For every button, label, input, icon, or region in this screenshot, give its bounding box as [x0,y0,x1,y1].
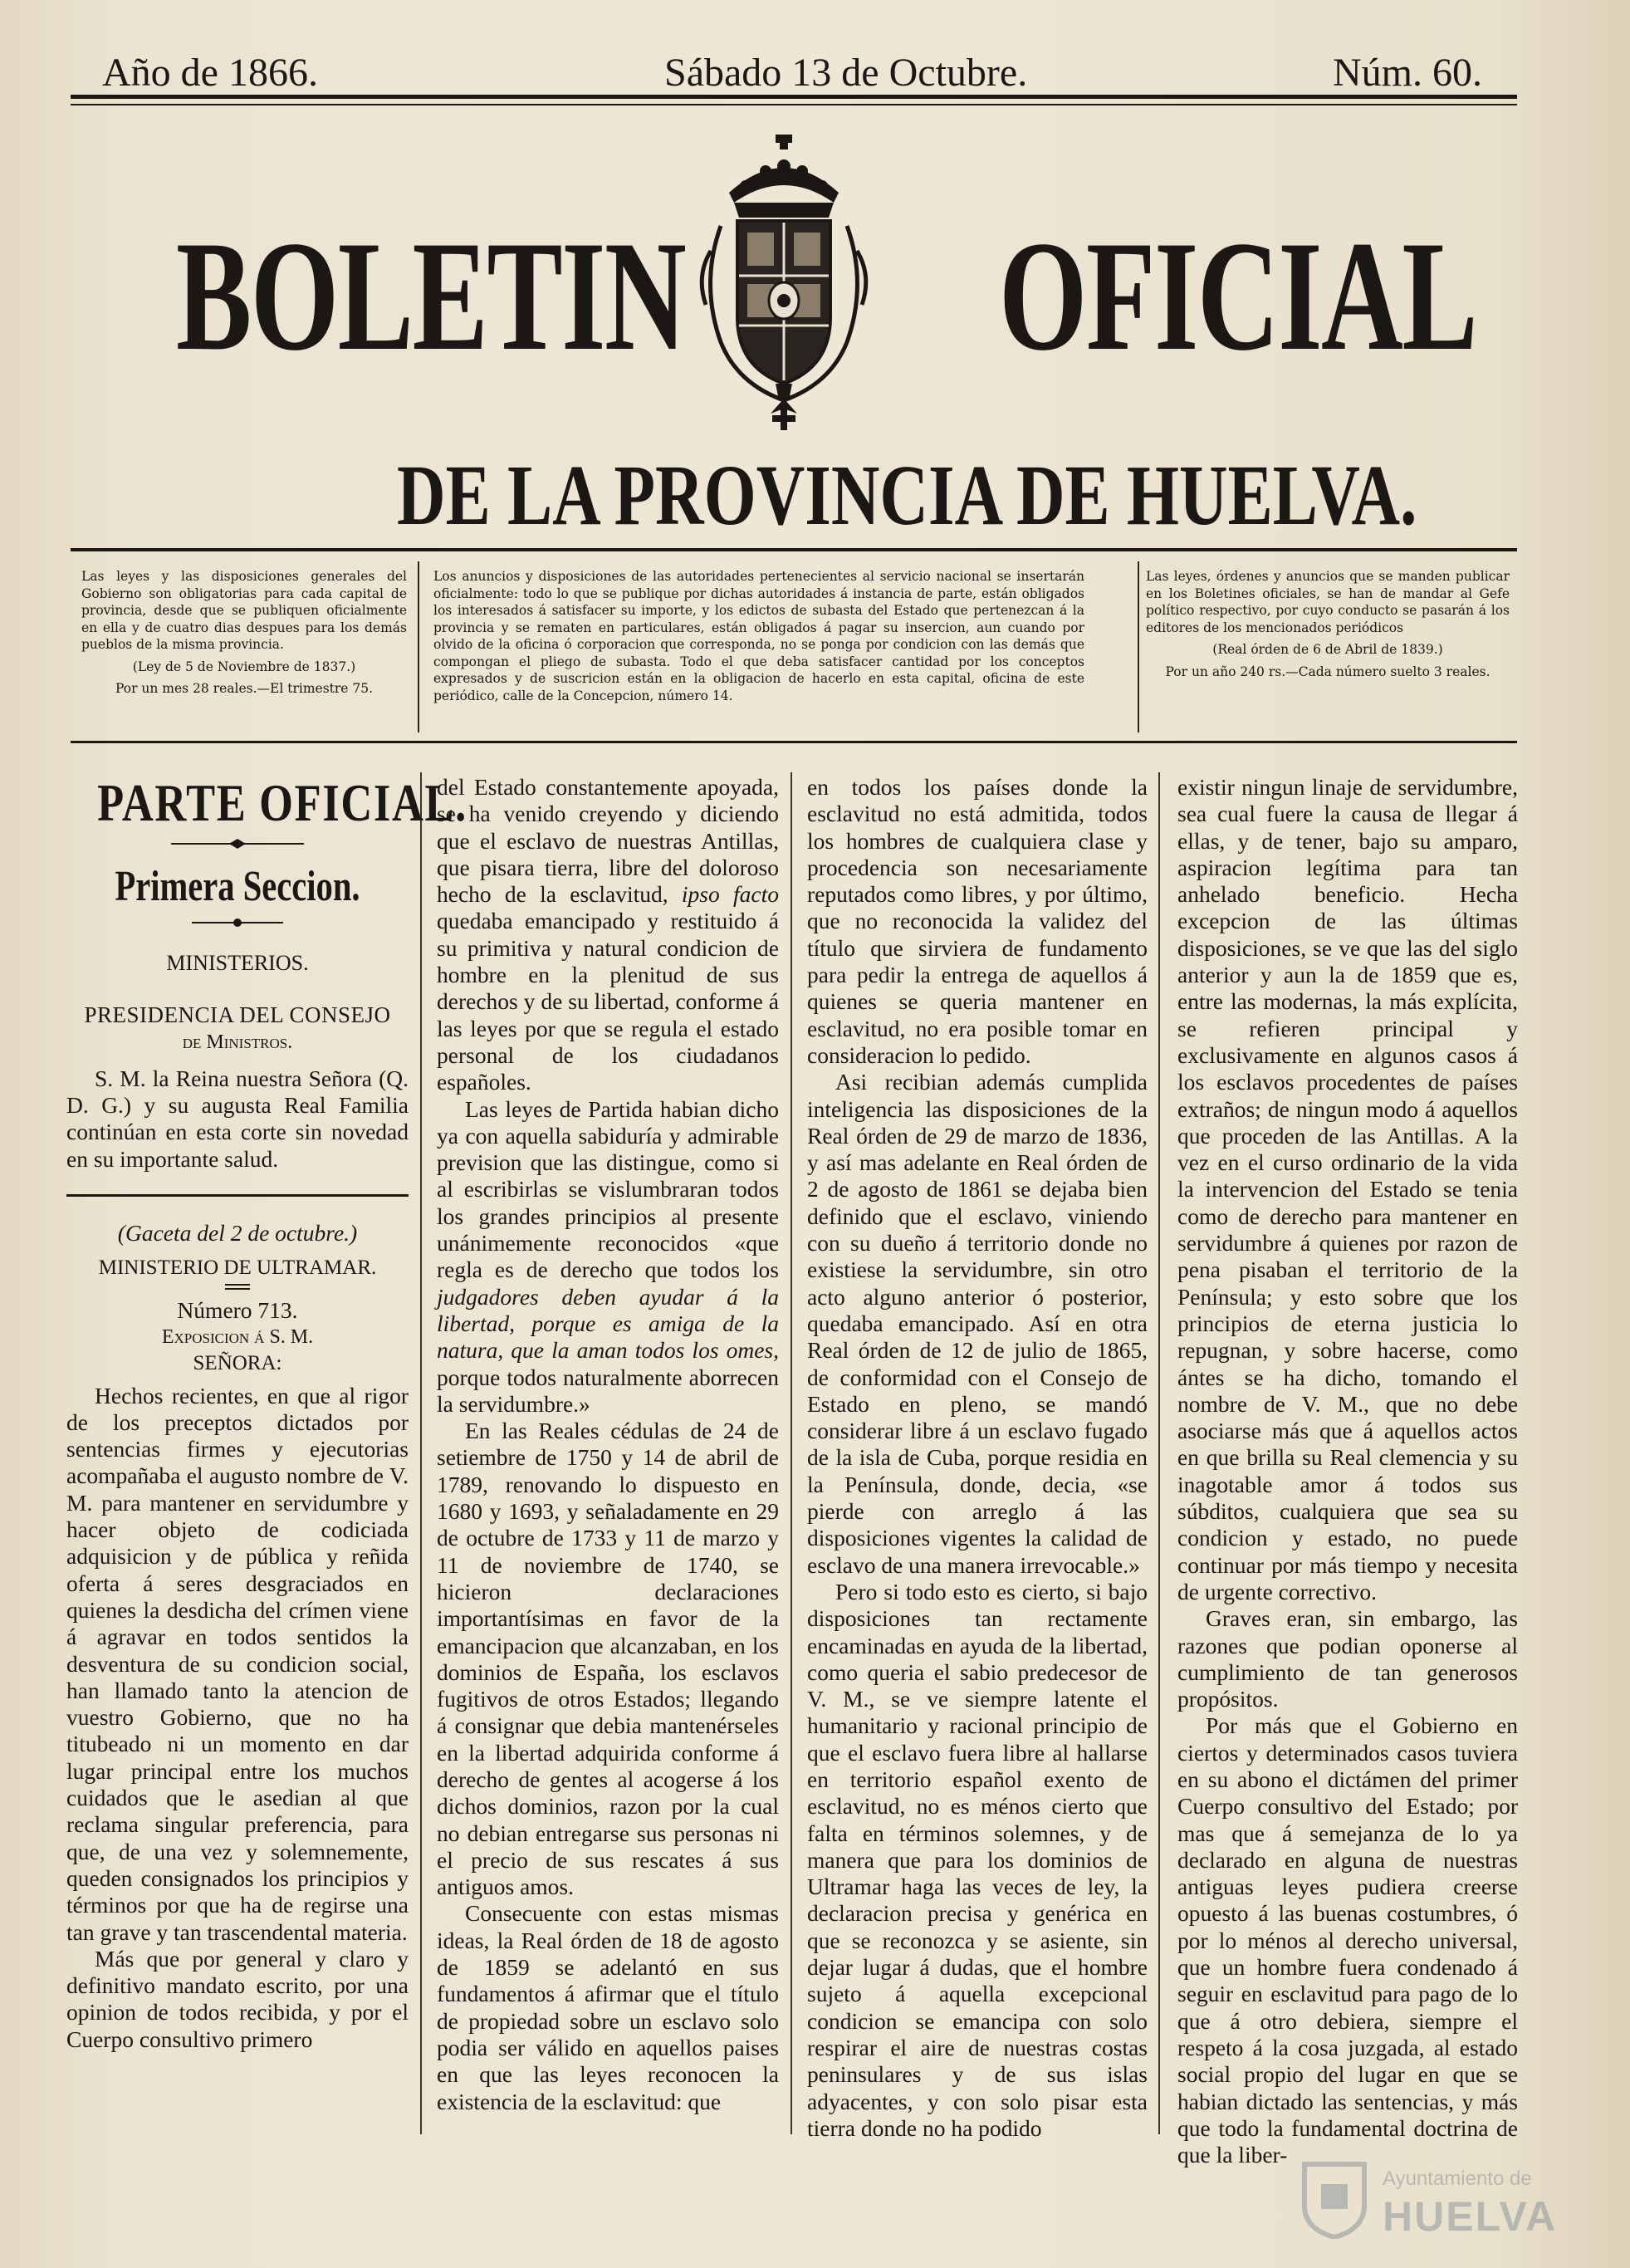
paragraph: Más que por general y claro y definitivo mandato escrito, por una opinion de todos recibida, y por el Cuerpo consultivo primero [66,1945,409,2052]
date-label: Sábado 13 de Octubre. [664,51,1028,95]
column-1 [66,773,467,2053]
watermark-line-1: Ayuntamiento de [1383,2168,1532,2190]
watermark-line-2: HUELVA [1383,2193,1558,2240]
paragraph: Pero si todo esto es cierto, si bajo disposiciones tan rectamente encaminadas en ayuda de la libertad, como queria el sabio predecesor de V. M., se ve siempre latente el humanitario y racional principio de que el esclavo fuera libre al hallarse en territorio español exento de esclavitud, no es ménos cierto que falta en términos solemnes, y de manera que para los dominios de Ultramar haga las veces de ley, la declaracion precisa y genérica en que se reconozca y se asiente, sin dejar lugar á dudas, que el hombre sujeto á aquella excepcional condicion se emancipa con solo respirar el aire de nuestras costas peninsulares y de sus islas adyacentes, y con solo pisar esta tierra donde no ha podido [807,1578,1148,2141]
notice-left-text: Las leyes y las disposiciones generales del Gobierno son obligatorias para cada capital de provincia, desde que se publiquen oficialmente en ella y de cuatro dias despues para los demás pueblos de la misma provincia. [81,569,407,652]
paragraph: Consecuente con estas mismas ideas, la Real órden de 18 de agosto de 1859 se adelantó en sus fundamentos á afirmar que el título de propiedad sobre un esclavo solo podia ser válido en aquellos paises en que las leyes reconocen la existencia de la esclavitud: que [437,1900,779,2114]
archive-watermark [1300,2159,1574,2242]
year-label: Año de 1866. [102,51,318,95]
notice-divider-1 [418,561,419,732]
short-rule-icon [225,1282,250,1291]
paragraph: del Estado constantemente apoyada, se ha venido creyendo y diciendo que el esclavo de nuestras Antillas, que pisara tierra, libre del doloroso hecho de la esclavitud, ipso facto quedaba emancipado y restituido á su primitiva y natural condicion de hombre en la plenitud de sus derechos y de su libertad, conforme á las leyes por que se regula el estado personal de los ciudadanos españoles. [437,774,779,1095]
notice-right [1146,568,1510,680]
paragraph: en todos los países donde la esclavitud no está admitida, todos los hombres de cualquiera clase y procedencia son necesariamente reputados como libres, y por último, que no reconocida la validez del título que sirviera de fundamento para pedir la entrega de aquellos á quienes se queria mantener en esclavitud, no era posible tomar en consideracion lo pedido. [807,774,1148,1068]
article-rule [66,1194,409,1197]
masthead-word-left: BOLETIN [176,209,686,384]
notice-center-text: Los anuncios y disposiciones de las autoridades pertenecientes al servicio nacional se insertarán oficialmente: todo lo que se publique por dichas autoridades á instancia de parte, están obligados los interesados á satisfacer su importe, y los edictos de subasta del Estado que pertenezcan á la provincia y se rematen en particulares, están obligados á pagar su insercion, aun cuando por olvido de la oficina ó corporacion que corresponda, no se ponga por condicion con las demás que compongan el pliego de subasta. Todo el que deba satisfacer cantidad por los conceptos expresados y de suscricion están en la obligacion de hacerlo en esta capital, oficina de este periódico, calle de la Concepcion, número 14. [433,569,1084,703]
section-heading-primera-seccion: Primera Seccion. [115,863,360,910]
notice-left-law: (Ley de 5 de Noviembre de 1837.) [132,659,356,674]
ornament-divider-icon [192,917,283,928]
paragraph: Asi recibian además cumplida inteligencia las disposiciones de la Real órden de 29 de marzo de 1836, y así mas adelante en Real órden de 2 de agosto de 1861 se dejaba bien definido que el esclavo, viniendo con su dueño á territorio donde no existiese la servidumbre, sin otro acto alguno anterior ó posterior, quedaba emancipado. Así en otra Real órden de 12 de julio de 1865, de conformidad con el Consejo de Estado en pleno, se mandó considerar libre á un esclavo fugado de la isla de Cuba, porque residia en la Península, donde, decia, «se pierde con arreglo á las disposiciones vigentes la calidad de esclavo de una manera irrevocable.» [807,1069,1148,1578]
column-2 [437,774,779,2115]
column-4 [1177,774,1518,2168]
heading-exposicion: Exposicion á S. M. [161,1325,314,1348]
document-number: Número 713. [177,1296,298,1323]
heading-ministerio-ultramar: MINISTERIO DE ULTRAMAR. [98,1256,377,1280]
notice-rule [71,741,1517,743]
city-shield-icon [1300,2159,1369,2239]
masthead-subtitle: DE LA PROVINCIA DE HUELVA. [397,448,1417,543]
notice-left-price: Por un mes 28 reales.—El trimestre 75. [115,681,374,696]
ornament-divider-icon [171,837,304,850]
heading-presidencia: PRESIDENCIA DEL CONSEJO [84,1002,391,1028]
paragraph: Hechos recientes, en que al rigor de los preceptos dictados por sentencias firmes y ejecutorias acompañaba el augusto nombre de V. M. para mantener en servidumbre y hacer objeto de codiciada adquisicion y de pública y reñida oferta á seres desgraciados en quienes la desdicha del crímen viene á agravar en todos sentidos la desventura de su condicion social, han llamado tanto la atencion de vuestro Gobierno, que no ha titubeado ni un momento en dar lugar principal entre los muchos cuidados que le asedian al que reclama singular preferencia, para que, de una vez y solemnemente, queden consignados los principios y términos por que ha de regirse una tan grave y tan trascendental materia. [66,1382,409,1945]
paragraph: En las Reales cédulas de 24 de setiembre de 1750 y 14 de abril de 1789, renovando lo dispuesto en 1680 y 1693, y señaladamente en 29 de octubre de 1733 y 11 de marzo y 11 de noviembre de 1740, se hicieron declaraciones importantísimas en favor de la emancipacion que alcanzaban, en los dominios de España, los esclavos fugitivos de otros Estados; llegando á consignar que debia mantenérseles en la libertad adquirida conforme á derecho de gentes al acogerse á los dichos dominios, razon por la cual no debian entregarse sus personas ni el precio de sus rescates á sus antiguos amos. [437,1418,779,1900]
royal-coat-of-arms-icon [696,135,872,434]
column-3 [807,774,1148,2142]
notice-right-price: Por un año 240 rs.—Cada número suelto 3 reales. [1165,664,1490,679]
paragraph: Por más que el Gobierno en ciertos y determinados casos tuviera en su abono el dictámen del primer Cuerpo consultivo del Estado; por mas que á semejanza de lo ya declarado en alguna de nuestras antiguas leyes pudiera creerse opuesto á las buenas costumbres, ó por lo ménos al derecho universal, que un hombre fuera condenado á seguir en esclavitud para pago de lo que á otro debiera, siempre el respeto á la cosa juzgada, al estado social propio del lugar en que se habian dictado las sentencias, y más que todo la fundamental doctrina de que la liber- [1177,1712,1518,2168]
paragraph: Graves eran, sin embargo, las razones que podian oponerse al cumplimiento de tan generosos propósitos. [1177,1605,1518,1712]
paragraph: Las leyes de Partida habian dicho ya con aquella sabiduría y admirable prevision que las distingue, como si al escribirlas se vislumbraran todos los grandes principios al presente unánimemente reconocidos «que regla es de derecho que todos los judgadores deben ayudar á la libertad, porque es amiga de la natura, que la aman todos los omes, porque todos naturalmente aborrecen la servidumbre.» [437,1095,779,1417]
header-rule [71,95,1517,105]
source-gaceta: (Gaceta del 2 de octubre.) [117,1220,358,1247]
dateline [71,48,1515,98]
masthead-rule [71,548,1517,551]
notice-left [81,568,407,698]
paragraph: existir ningun linaje de servidumbre, sea cual fuere la causa de llegar á ellas, y de tener, bajo su amparo, aspiracion legítima para tan anhelado beneficio. Hecha excepcion de las últimas disposiciones, se ve que las del siglo anterior y aun la de 1859 que es, entre las modernas, la más explícita, se refieren principal y exclusivamente en algunos casos á los esclavos procedentes de países extraños; de ningun modo á aquellos que proceden de las Antillas. A la vez en el curso ordinario de la vida la intervencion del Estado se tenia como de derecho para mantener en servidumbre á quienes por razon de pena pisaban el territorio de la Península; y esto sobre que los principios de eterna justicia lo repugnan, y sobre hacerse, como ántes se ha dicho, tomando el nombre de V. M., que no debe asociarse más que á aquellos actos en que brilla su Real clemencia y su inagotable amor á todos sus súbditos, cualquiera que sea su condicion y estado, no puede continuar por más tiempo y necesita de urgente correctivo. [1177,774,1518,1604]
section-heading-parte-oficial: PARTE OFICIAL. [97,773,467,832]
issue-number: Núm. 60. [1333,51,1482,95]
salutation-senora: SEÑORA: [193,1352,282,1375]
notice-right-text: Las leyes, órdenes y anuncios que se manden publicar en los Boletines oficiales, se han de mandar al Gefe político respectivo, por cuyo conducto se pasarán á los editores de los mencionados periódicos [1146,569,1510,635]
heading-de-ministros: de Ministros. [182,1031,293,1053]
masthead-word-right: OFICIAL [999,209,1477,384]
column-divider-1 [420,772,422,2134]
notice-right-law: (Real órden de 6 de Abril de 1839.) [1212,642,1443,657]
column-divider-3 [1158,772,1160,2134]
notice-divider-2 [1138,561,1139,732]
column-divider-2 [791,772,792,2134]
notice-center [433,568,1084,704]
heading-ministerios: MINISTERIOS. [166,951,309,975]
royal-family-news: S. M. la Reina nuestra Señora (Q. D. G.) y su augusta Real Familia continúan en esta corte sin novedad en su importante salud. [66,1065,409,1172]
